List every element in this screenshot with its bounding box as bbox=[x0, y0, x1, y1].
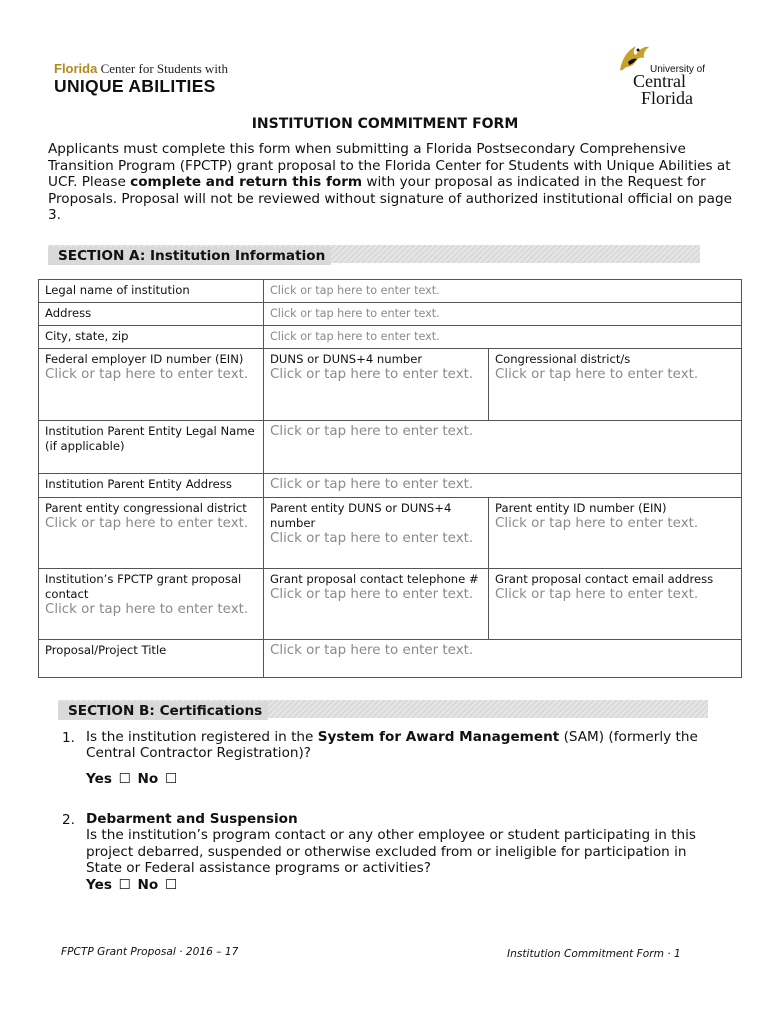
congressional-field[interactable]: Click or tap here to enter text. bbox=[495, 367, 699, 382]
intro-text-1: Applicants must complete this form when submitting a Florida Postsecondary Comprehensive Transition Program (FPCTP) grant proposal to the Florida Center for Students with Unique Abilities at UCF. Please bbox=[48, 141, 731, 191]
project-title-field[interactable]: Click or tap here to enter text. bbox=[264, 640, 742, 678]
label-parent-address: Institution Parent Entity Address bbox=[39, 474, 264, 498]
cell-contact-phone bbox=[264, 569, 489, 640]
cell-parent-congressional bbox=[39, 498, 264, 569]
question-1-number: 1. bbox=[62, 730, 75, 746]
label-parent-ein: Parent entity ID number (EIN) bbox=[495, 501, 667, 515]
question-2-text bbox=[86, 811, 726, 877]
address-field[interactable]: Click or tap here to enter text. bbox=[264, 303, 742, 326]
label-ein: Federal employer ID number (EIN) bbox=[45, 352, 244, 366]
ucf-logo-line3: Florida bbox=[641, 88, 693, 108]
row-contact bbox=[39, 569, 742, 640]
row-project-title bbox=[39, 640, 742, 678]
fcsua-logo-line1 bbox=[54, 62, 244, 76]
question-2-number: 2. bbox=[62, 812, 75, 828]
intro-text-2: with your proposal as indicated in the Request for Proposals. Proposal will not be reviewed without signature of authorized institutional official on page 3. bbox=[48, 174, 732, 224]
row-parent-name bbox=[39, 421, 742, 474]
form-title: INSTITUTION COMMITMENT FORM bbox=[251, 116, 519, 132]
cell-ein bbox=[39, 349, 264, 421]
ein-field[interactable]: Click or tap here to enter text. bbox=[45, 367, 249, 382]
parent-congressional-field[interactable]: Click or tap here to enter text. bbox=[45, 516, 249, 531]
question-1-yes-no-checkboxes[interactable]: Yes ☐ No ☐ bbox=[86, 771, 178, 787]
row-address bbox=[39, 303, 742, 326]
fcsua-logo bbox=[54, 62, 244, 96]
label-address: Address bbox=[39, 303, 264, 326]
row-parent-address bbox=[39, 474, 742, 498]
parent-address-field[interactable]: Click or tap here to enter text. bbox=[264, 474, 742, 498]
row-parent-details bbox=[39, 498, 742, 569]
duns-field[interactable]: Click or tap here to enter text. bbox=[270, 367, 474, 382]
intro-text-bold: complete and return this form bbox=[130, 174, 363, 191]
parent-ein-field[interactable]: Click or tap here to enter text. bbox=[495, 516, 699, 531]
question-1-text bbox=[86, 729, 726, 762]
row-legal-name bbox=[39, 280, 742, 303]
row-ein-duns bbox=[39, 349, 742, 421]
cell-contact-email bbox=[489, 569, 742, 640]
label-parent-duns: Parent entity DUNS or DUNS+4 number bbox=[270, 501, 452, 530]
label-parent-congressional: Parent entity congressional district bbox=[45, 501, 247, 515]
legal-name-field[interactable]: Click or tap here to enter text. bbox=[264, 280, 742, 303]
q1-text-pre: Is the institution registered in the bbox=[86, 729, 318, 745]
label-duns: DUNS or DUNS+4 number bbox=[270, 352, 423, 366]
cell-duns bbox=[264, 349, 489, 421]
ucf-logo bbox=[614, 40, 724, 110]
contact-phone-field[interactable]: Click or tap here to enter text. bbox=[270, 587, 474, 602]
fcsua-logo-rest: Center for Students with bbox=[97, 61, 229, 76]
ucf-logo-line2: Central bbox=[633, 71, 686, 91]
q2-body: Is the institution’s program contact or any other employee or student participating in this project debarred, suspended or otherwise excluded from or ineligible for participation in State or Federal assistance programs or activities? bbox=[86, 827, 696, 877]
label-contact-email: Grant proposal contact email address bbox=[495, 572, 714, 586]
contact-field[interactable]: Click or tap here to enter text. bbox=[45, 602, 249, 617]
section-b-title: SECTION B: Certifications bbox=[58, 702, 268, 720]
contact-email-field[interactable]: Click or tap here to enter text. bbox=[495, 587, 699, 602]
institution-info-table bbox=[38, 279, 742, 678]
section-b-header bbox=[58, 700, 708, 718]
footer-left: FPCTP Grant Proposal · 2016 – 17 bbox=[61, 946, 239, 958]
cell-congressional bbox=[489, 349, 742, 421]
label-parent-name: Institution Parent Entity Legal Name (if applicable) bbox=[39, 421, 264, 474]
label-contact-phone: Grant proposal contact telephone # bbox=[270, 572, 479, 586]
row-city-state-zip bbox=[39, 326, 742, 349]
q1-text-bold: System for Award Management bbox=[317, 729, 560, 745]
section-a-header bbox=[48, 245, 700, 263]
label-congressional: Congressional district/s bbox=[495, 352, 631, 366]
label-contact: Institution’s FPCTP grant proposal contact bbox=[45, 572, 242, 601]
q2-title: Debarment and Suspension bbox=[86, 811, 298, 827]
city-state-zip-field[interactable]: Click or tap here to enter text. bbox=[264, 326, 742, 349]
fcsua-logo-line2: UNIQUE ABILITIES bbox=[54, 76, 216, 96]
cell-contact bbox=[39, 569, 264, 640]
label-project-title: Proposal/Project Title bbox=[39, 640, 264, 678]
intro-paragraph bbox=[48, 141, 738, 224]
question-2-yes-no-checkboxes[interactable]: Yes ☐ No ☐ bbox=[86, 877, 178, 893]
q1-text-post: (SAM) (formerly the Central Contractor Registration)? bbox=[86, 729, 698, 762]
section-a-title: SECTION A: Institution Information bbox=[48, 247, 331, 265]
fcsua-brand: Florida bbox=[54, 61, 98, 76]
footer-right: Institution Commitment Form · 1 bbox=[507, 948, 681, 960]
label-city-state-zip: City, state, zip bbox=[39, 326, 264, 349]
ucf-logo-line1: University of bbox=[650, 64, 706, 75]
parent-name-field[interactable]: Click or tap here to enter text. bbox=[264, 421, 742, 474]
parent-duns-field[interactable]: Click or tap here to enter text. bbox=[270, 531, 474, 546]
label-legal-name: Legal name of institution bbox=[39, 280, 264, 303]
cell-parent-ein bbox=[489, 498, 742, 569]
cell-parent-duns bbox=[264, 498, 489, 569]
